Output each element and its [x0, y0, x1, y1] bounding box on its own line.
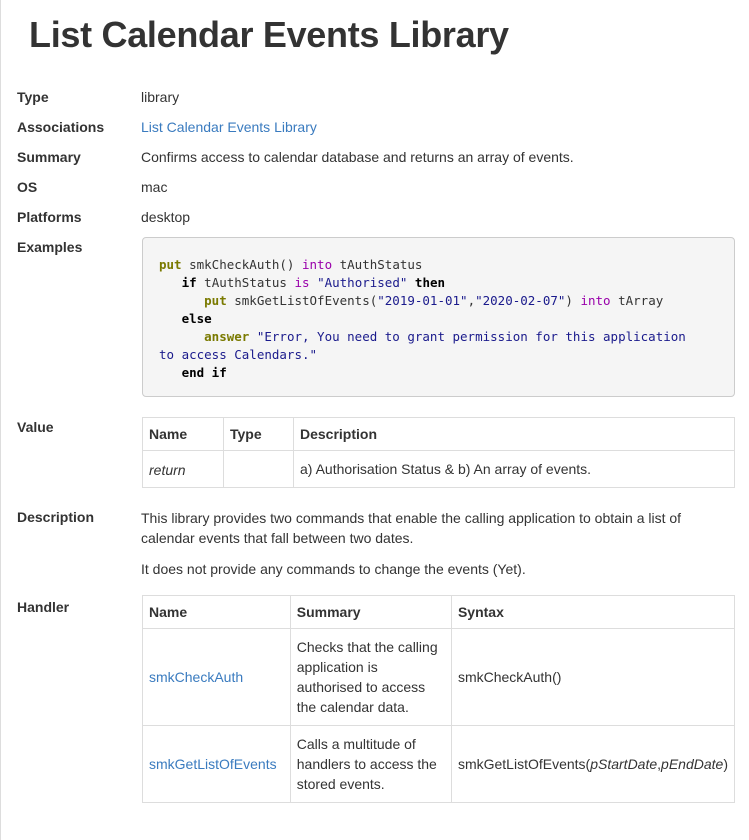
handler-link-smkgetlistofevents[interactable]: smkGetListOfEvents: [149, 756, 277, 772]
os-value: mac: [141, 179, 168, 195]
os-label: OS: [17, 179, 38, 195]
value-label: Value: [17, 419, 54, 435]
value-cell-type: [224, 451, 294, 488]
handler-header-summary: Summary: [290, 596, 451, 629]
handler-header-syntax: Syntax: [451, 596, 734, 629]
value-header-type: Type: [224, 418, 294, 451]
value-header-name: Name: [143, 418, 224, 451]
value-cell-name: return: [143, 451, 224, 488]
handler-table-header: [143, 596, 735, 629]
table-row: [143, 629, 735, 726]
associations-label: Associations: [17, 119, 105, 135]
page-title: List Calendar Events Library: [29, 14, 509, 55]
description-body: [141, 508, 731, 590]
handler-header-name: Name: [143, 596, 291, 629]
platforms-label: Platforms: [17, 209, 82, 225]
value-table-header: [143, 418, 735, 451]
value-table: [142, 417, 735, 488]
code-example: put smkCheckAuth() into tAuthStatus if tAuthStatus is "Authorised" then put smkGetListOfEvents("2019-01-01","2020-02-07") into tArray else answer "Error, You need to grant permission for this application to access Calendars." end if: [142, 237, 735, 397]
table-row: [143, 451, 735, 488]
handler-summary: Calls a multitude of handlers to access the stored events.: [290, 726, 451, 803]
examples-label: Examples: [17, 239, 83, 255]
handler-label: Handler: [17, 599, 70, 615]
platforms-value: desktop: [141, 209, 191, 225]
summary-value: Confirms access to calendar database and returns an array of events.: [141, 149, 574, 165]
description-paragraph: It does not provide any commands to change the events (Yet).: [141, 561, 526, 577]
type-value: library: [141, 89, 180, 105]
handler-summary: Checks that the calling application is authorised to access the calendar data.: [290, 629, 451, 726]
value-header-description: Description: [294, 418, 735, 451]
handler-syntax: smkCheckAuth(): [451, 629, 734, 726]
summary-label: Summary: [17, 149, 81, 165]
handler-table: [142, 595, 735, 803]
description-label: Description: [17, 509, 95, 525]
value-cell-description: a) Authorisation Status & b) An array of events.: [294, 451, 735, 488]
description-paragraph: This library provides two commands that enable the calling application to obtain a list of calendar events that fall between two dates.: [141, 510, 682, 546]
associations-link[interactable]: List Calendar Events Library: [141, 119, 317, 135]
type-label: Type: [17, 89, 49, 105]
table-row: [143, 726, 735, 803]
handler-link-smkcheckauth[interactable]: smkCheckAuth: [149, 669, 244, 685]
handler-syntax: smkGetListOfEvents(pStartDate,pEndDate): [451, 726, 734, 803]
